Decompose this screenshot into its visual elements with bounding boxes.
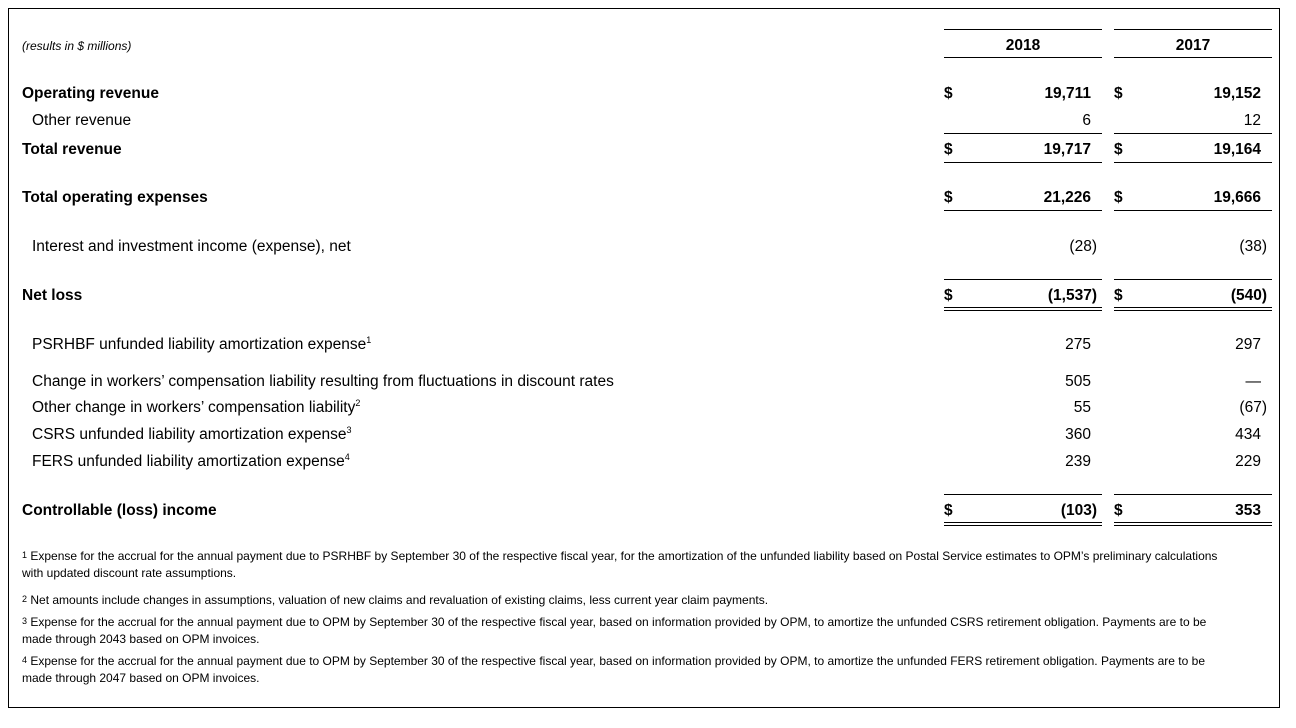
row-label-total-operating-expenses: Total operating expenses: [22, 189, 208, 206]
value-workers-comp-discount-2018: 505: [1065, 373, 1091, 390]
value-total-revenue-2017: 19,164: [1213, 141, 1261, 158]
netloss-rule-top-2018: [944, 279, 1102, 280]
value-total-operating-expenses-2017: 19,666: [1213, 189, 1261, 206]
value-workers-comp-other-2018: 55: [1073, 399, 1091, 416]
row-label-interest-income: Interest and investment income (expense), net: [32, 238, 351, 255]
footnote-ref: 3: [346, 425, 352, 435]
value-other-revenue-2017: 12: [1243, 112, 1261, 129]
dollar-sign: $: [944, 141, 953, 158]
footnote-1: $^1$ Expense for the accrual for the annual payment due to PSRHBF by September 30 of the respective fiscal year, for the amortization of the unfunded liability based on Postal Service estimates to OPM’s preliminary calculations with updated discount rate assumptions.: [22, 549, 1218, 580]
header-rule-2017-bottom: [1114, 57, 1272, 58]
dollar-sign: $: [1114, 141, 1123, 158]
footnote-ref: 2: [355, 398, 361, 408]
footnote-ref: 4: [344, 452, 350, 462]
netloss-double-rule-2018: [944, 307, 1102, 311]
value-net-loss-2017: (540): [1230, 287, 1267, 304]
row-label-operating-revenue: Operating revenue: [22, 85, 159, 102]
total-rule-2017: [1114, 162, 1272, 163]
row-label-total-revenue: Total revenue: [22, 141, 122, 158]
value-workers-comp-discount-2017: —: [1245, 373, 1261, 390]
dollar-sign: $: [944, 85, 953, 102]
footnote-3: $^3$ Expense for the accrual for the annual payment due to OPM by September 30 of the respective fiscal year, based on information provided by OPM, to amortize the unfunded CSRS retirement obligation. Payments are to be made through 2043 based on OPM invoices.: [22, 615, 1207, 646]
value-psrhbf-2017: 297: [1235, 336, 1261, 353]
controllable-rule-top-2018: [944, 494, 1102, 495]
footnote-ref: 1: [366, 335, 372, 345]
header-rule-2018-bottom: [944, 57, 1102, 58]
value-total-revenue-2018: 19,717: [1043, 141, 1091, 158]
value-operating-revenue-2018: 19,711: [1044, 85, 1091, 102]
dollar-sign: $: [1114, 287, 1123, 304]
value-interest-income-2017: (38): [1239, 238, 1267, 255]
value-operating-revenue-2017: 19,152: [1213, 85, 1261, 102]
column-header-2018: 2018: [1005, 37, 1041, 54]
value-other-revenue-2018: 6: [1082, 112, 1091, 129]
value-total-operating-expenses-2018: 21,226: [1043, 189, 1091, 206]
dollar-sign: $: [1114, 502, 1123, 519]
value-interest-income-2018: (28): [1069, 238, 1097, 255]
row-label-net-loss: Net loss: [22, 287, 83, 304]
row-label-fers: FERS unfunded liability amortization expense$^4$: [32, 452, 350, 470]
dollar-sign: $: [944, 287, 953, 304]
column-header-2017: 2017: [1175, 37, 1211, 54]
dollar-sign: $: [944, 189, 953, 206]
value-net-loss-2018: (1,537): [1047, 287, 1097, 304]
value-fers-2018: 239: [1065, 453, 1091, 470]
header-rule-2017-top: [1114, 29, 1272, 30]
row-label-workers-comp-other: Other change in workers’ compensation liability$^2$: [32, 398, 361, 416]
row-label-other-revenue: Other revenue: [32, 112, 132, 129]
value-fers-2017: 229: [1235, 453, 1261, 470]
value-workers-comp-other-2017: (67): [1239, 399, 1267, 416]
netloss-double-rule-2017: [1114, 307, 1272, 311]
value-psrhbf-2018: 275: [1065, 336, 1091, 353]
expenses-rule-2017: [1114, 210, 1272, 211]
row-label-controllable: Controllable (loss) income: [22, 502, 217, 519]
footnote-2: $^2$ Net amounts include changes in assumptions, valuation of new claims and revaluation of existing claims, less current year claim payments.: [22, 593, 769, 607]
row-label-workers-comp-discount: Change in workers’ compensation liability resulting from fluctuations in discount rates: [32, 373, 614, 390]
header-rule-2018-top: [944, 29, 1102, 30]
value-controllable-2018: (103): [1060, 502, 1097, 519]
units-note: (results in $ millions): [22, 39, 132, 53]
value-csrs-2018: 360: [1065, 426, 1091, 443]
subtotal-rule-2018: [944, 133, 1102, 134]
value-csrs-2017: 434: [1235, 426, 1261, 443]
expenses-rule-2018: [944, 210, 1102, 211]
dollar-sign: $: [1114, 189, 1123, 206]
total-rule-2018: [944, 162, 1102, 163]
controllable-double-rule-2018: [944, 522, 1102, 526]
controllable-rule-top-2017: [1114, 494, 1272, 495]
dollar-sign: $: [944, 502, 953, 519]
row-label-psrhbf: PSRHBF unfunded liability amortization expense$^1$: [32, 335, 372, 353]
footnote-4: $^4$ Expense for the accrual for the annual payment due to OPM by September 30 of the respective fiscal year, based on information provided by OPM, to amortize the unfunded FERS retirement obligation. Payments are to be made through 2047 based on OPM invoices.: [22, 654, 1205, 685]
row-label-csrs: CSRS unfunded liability amortization expense$^3$: [32, 425, 352, 443]
controllable-double-rule-2017: [1114, 522, 1272, 526]
subtotal-rule-2017: [1114, 133, 1272, 134]
value-controllable-2017: 353: [1235, 502, 1261, 519]
dollar-sign: $: [1114, 85, 1123, 102]
netloss-rule-top-2017: [1114, 279, 1272, 280]
